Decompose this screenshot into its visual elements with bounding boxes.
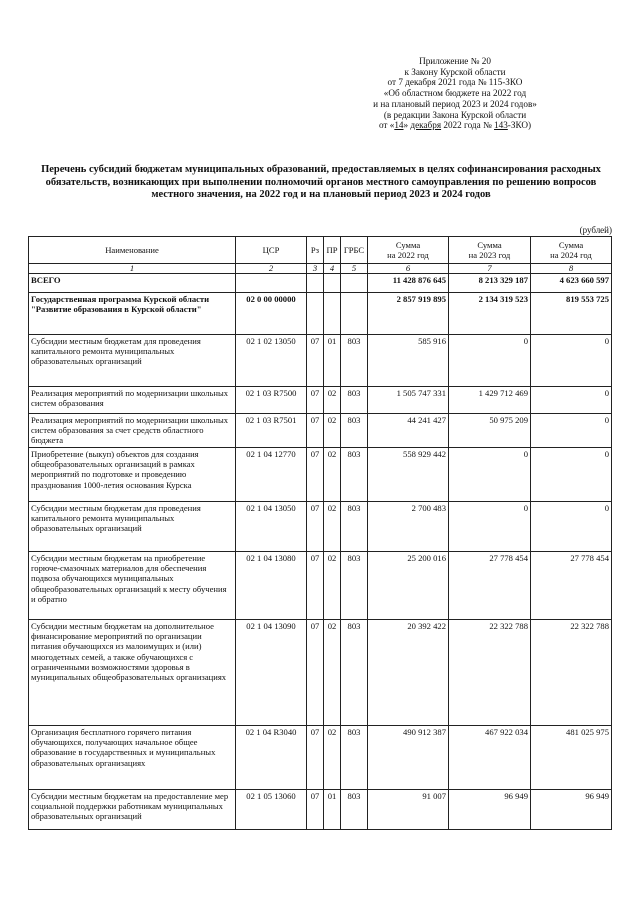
table-row (29, 335, 612, 387)
date-day: 14 (394, 120, 404, 131)
appendix-header (330, 56, 580, 131)
header-sum-2023-a: Сумма (477, 239, 502, 250)
cell-csr: 02 0 00 00000 (236, 293, 307, 335)
cell-pr (324, 293, 341, 335)
cell-name: Реализация мероприятий по модернизации школьных систем образования (29, 387, 236, 414)
header-sum-2023-b: на 2023 год (468, 250, 511, 260)
cell-sum-2023: 467 922 034 (449, 726, 531, 790)
cell-sum-2022: 558 929 442 (368, 448, 449, 502)
cell-name: Приобретение (выкуп) объектов для создания общеобразовательных организаций в рамках мероприятий по подготовке и проведению празднования 1000-летия основания Курска (29, 448, 236, 502)
cell-sum-2023: 22 322 788 (449, 620, 531, 726)
cell-pr: 02 (324, 448, 341, 502)
cell-pr: 02 (324, 387, 341, 414)
column-number: 4 (324, 264, 341, 274)
cell-csr: 02 1 04 13090 (236, 620, 307, 726)
cell-pr: 02 (324, 726, 341, 790)
cell-csr: 02 1 04 12770 (236, 448, 307, 502)
cell-sum-2023: 27 778 454 (449, 552, 531, 620)
column-number: 8 (531, 264, 612, 274)
cell-pr: 02 (324, 552, 341, 620)
cell-grbs: 803 (341, 502, 368, 552)
cell-rz: 07 (307, 620, 324, 726)
header-pr: ПР (324, 237, 341, 264)
date-year: 2022 года № (441, 120, 495, 131)
header-sum-2024 (531, 237, 612, 264)
cell-name: Субсидии местным бюджетам на предоставление мер социальной поддержки работникам муниципальных образовательных организаций (29, 790, 236, 830)
cell-grbs: 803 (341, 620, 368, 726)
appendix-line-date (330, 120, 580, 131)
cell-sum-2024: 0 (531, 335, 612, 387)
header-sum-2024-b: на 2024 год (550, 250, 592, 260)
cell-sum-2022: 25 200 016 (368, 552, 449, 620)
date-sep: » (403, 120, 411, 131)
table-row-total (29, 274, 612, 293)
cell-name: Субсидии местным бюджетам на дополнительное финансирование мероприятий по организации питания обучающихся из малоимущих и (или) многодетных семей, а также обучающихся с ограниченными возможностями здоровья в муниципальных общеобразовательных организациях (29, 620, 236, 726)
header-name: Наименование (29, 237, 236, 264)
cell-grbs: 803 (341, 335, 368, 387)
cell-sum-2022: 44 241 427 (368, 414, 449, 448)
cell-csr (236, 274, 307, 293)
cell-sum-2022: 585 916 (368, 335, 449, 387)
table-row (29, 790, 612, 830)
cell-name: Организация бесплатного горячего питания обучающихся, получающих начальное общее образование в государственных и муниципальных образовательных организациях (29, 726, 236, 790)
table-row (29, 552, 612, 620)
cell-grbs: 803 (341, 790, 368, 830)
cell-csr: 02 1 03 R7501 (236, 414, 307, 448)
cell-name: Реализация мероприятий по модернизации школьных систем образования за счет средств областного бюджета (29, 414, 236, 448)
cell-grbs (341, 293, 368, 335)
cell-pr: 02 (324, 414, 341, 448)
cell-grbs: 803 (341, 387, 368, 414)
unit-label: (рублей) (579, 225, 612, 235)
cell-rz: 07 (307, 552, 324, 620)
cell-sum-2024: 0 (531, 387, 612, 414)
cell-pr: 02 (324, 502, 341, 552)
appendix-line: к Закону Курской области (404, 66, 506, 77)
cell-sum-2022: 20 392 422 (368, 620, 449, 726)
cell-sum-2022: 1 505 747 331 (368, 387, 449, 414)
table-row (29, 414, 612, 448)
cell-pr (324, 274, 341, 293)
header-sum-2023 (449, 237, 531, 264)
cell-rz: 07 (307, 414, 324, 448)
cell-grbs: 803 (341, 726, 368, 790)
cell-sum-2024: 0 (531, 414, 612, 448)
header-grbs: ГРБС (341, 237, 368, 264)
law-suffix: -ЗКО) (507, 120, 532, 131)
cell-grbs (341, 274, 368, 293)
cell-sum-2023: 1 429 712 469 (449, 387, 531, 414)
cell-sum-2024: 4 623 660 597 (531, 274, 612, 293)
cell-rz: 07 (307, 387, 324, 414)
header-sum-2024-a: Сумма (558, 239, 584, 250)
table-row-program (29, 293, 612, 335)
cell-sum-2022: 11 428 876 645 (368, 274, 449, 293)
cell-sum-2023: 0 (449, 502, 531, 552)
column-number: 2 (236, 264, 307, 274)
subsidies-table (28, 236, 612, 830)
cell-rz (307, 293, 324, 335)
header-sum-2022-a: Сумма (395, 239, 421, 250)
cell-sum-2024: 0 (531, 448, 612, 502)
cell-sum-2023: 96 949 (449, 790, 531, 830)
cell-sum-2023: 50 975 209 (449, 414, 531, 448)
column-number: 1 (29, 264, 236, 274)
table-row (29, 620, 612, 726)
cell-sum-2022: 2 857 919 895 (368, 293, 449, 335)
cell-rz (307, 274, 324, 293)
appendix-line: «Об областном бюджете на 2022 год (383, 88, 527, 99)
cell-sum-2023: 2 134 319 523 (449, 293, 531, 335)
cell-csr: 02 1 04 R3040 (236, 726, 307, 790)
cell-pr: 01 (324, 335, 341, 387)
cell-rz: 07 (307, 448, 324, 502)
cell-rz: 07 (307, 790, 324, 830)
cell-name: Субсидии местным бюджетам для проведения капитального ремонта муниципальных образовательных организаций (29, 335, 236, 387)
column-number: 3 (307, 264, 324, 274)
appendix-line: и на плановый период 2023 и 2024 годов» (373, 98, 537, 109)
column-number-row (29, 264, 612, 274)
cell-csr: 02 1 02 13050 (236, 335, 307, 387)
cell-rz: 07 (307, 502, 324, 552)
cell-sum-2024: 0 (531, 502, 612, 552)
cell-sum-2024: 22 322 788 (531, 620, 612, 726)
appendix-line: от 7 декабря 2021 года № 115-ЗКО (387, 77, 523, 88)
column-number: 5 (341, 264, 368, 274)
cell-sum-2023: 0 (449, 335, 531, 387)
cell-sum-2023: 0 (449, 448, 531, 502)
cell-csr: 02 1 04 13050 (236, 502, 307, 552)
cell-sum-2022: 2 700 483 (368, 502, 449, 552)
header-csr: ЦСР (236, 237, 307, 264)
date-month: декабря (410, 120, 442, 131)
cell-sum-2024: 819 553 725 (531, 293, 612, 335)
cell-grbs: 803 (341, 414, 368, 448)
cell-csr: 02 1 05 13060 (236, 790, 307, 830)
table-row (29, 448, 612, 502)
cell-sum-2023: 8 213 329 187 (449, 274, 531, 293)
document-title: Перечень субсидий бюджетам муниципальных образований, предоставляемых в целях софинансирования расходных обязательств, возникающих при выполнении полномочий органов местного самоуправления по решению вопросов местного значения, на 2022 год и на плановый период 2023 и 2024 годов (41, 164, 601, 201)
cell-sum-2024: 481 025 975 (531, 726, 612, 790)
appendix-line: Приложение № 20 (419, 56, 491, 66)
table-row (29, 726, 612, 790)
cell-pr: 01 (324, 790, 341, 830)
cell-sum-2024: 27 778 454 (531, 552, 612, 620)
header-sum-2022 (368, 237, 449, 264)
cell-csr: 02 1 03 R7500 (236, 387, 307, 414)
cell-pr: 02 (324, 620, 341, 726)
cell-sum-2022: 490 912 387 (368, 726, 449, 790)
cell-name: Субсидии местным бюджетам для проведения капитального ремонта муниципальных образовательных организаций (29, 502, 236, 552)
cell-rz: 07 (307, 335, 324, 387)
appendix-line: (в редакции Закона Курской области (383, 109, 527, 120)
law-number: 143 (494, 120, 508, 131)
cell-grbs: 803 (341, 552, 368, 620)
date-prefix: от « (378, 120, 395, 131)
table-row (29, 387, 612, 414)
cell-csr: 02 1 04 13080 (236, 552, 307, 620)
column-number: 6 (368, 264, 449, 274)
header-rz: Рз (307, 237, 324, 264)
cell-name: ВСЕГО (29, 274, 236, 293)
cell-grbs: 803 (341, 448, 368, 502)
cell-sum-2022: 91 007 (368, 790, 449, 830)
column-number: 7 (449, 264, 531, 274)
cell-rz: 07 (307, 726, 324, 790)
header-sum-2022-b: на 2022 год (387, 250, 429, 260)
cell-sum-2024: 96 949 (531, 790, 612, 830)
cell-name: Государственная программа Курской области "Развитие образования в Курской области" (29, 293, 236, 335)
table-row (29, 502, 612, 552)
cell-name: Субсидии местным бюджетам на приобретение горюче-смазочных материалов для обеспечения подвоза обучающихся муниципальных общеобразовательных организаций к месту обучения и обратно (29, 552, 236, 620)
